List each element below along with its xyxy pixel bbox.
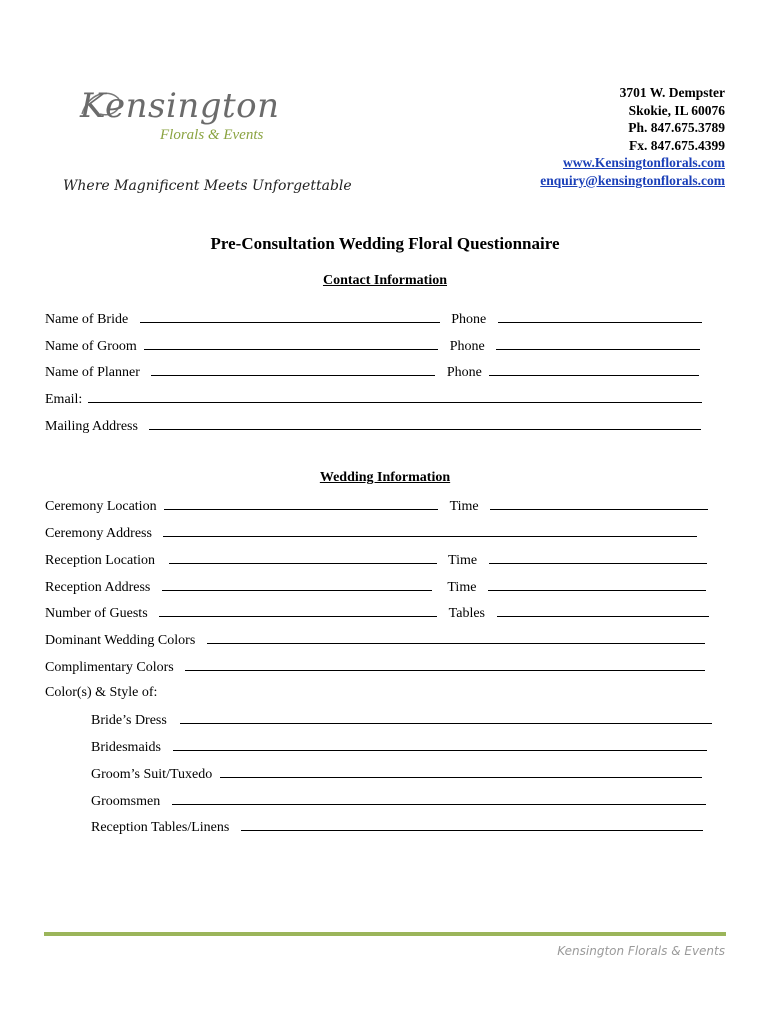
reception-address-time-field[interactable] [488,578,706,591]
contact-heading: Contact Information [322,273,448,288]
dominant-colors-row [45,631,705,649]
guests-field[interactable] [159,604,437,617]
reception-address-row [45,578,706,596]
complimentary-colors-row [45,658,705,676]
page-title: Pre-Consultation Wedding Floral Questionnaire [210,234,560,253]
footer-divider [44,932,726,936]
complimentary-colors-label: Complimentary Colors [45,660,174,675]
dominant-colors-label: Dominant Wedding Colors [45,633,196,648]
groomsmen-label: Groomsmen [91,794,161,809]
footer-text: Kensington Florals & Events [557,944,725,958]
reception-address-time-label: Time [447,580,477,595]
grooms-suit-row [91,765,702,783]
ceremony-address-label: Ceremony Address [45,526,152,541]
groom-label: Name of Groom [45,339,137,354]
bride-name-field[interactable] [140,310,440,323]
mailing-label: Mailing Address [45,419,138,434]
reception-tables-label: Reception Tables/Linens [91,820,230,835]
bridesmaids-row [91,738,707,756]
reception-address-label: Reception Address [45,580,151,595]
ceremony-location-row [45,497,708,515]
brides-dress-label: Bride’s Dress [91,713,167,728]
groomsmen-row [91,792,706,810]
reception-tables-row [91,818,703,836]
email-label: Email: [45,392,83,407]
reception-location-field[interactable] [169,551,437,564]
groomsmen-field[interactable] [172,792,706,805]
ceremony-time-field[interactable] [490,497,708,510]
mailing-row [45,417,701,435]
grooms-suit-label: Groom’s Suit/Tuxedo [91,767,213,782]
ceremony-address-row [45,524,697,542]
email-row [45,390,702,408]
reception-tables-field[interactable] [241,818,703,831]
ceremony-time-label: Time [449,499,479,514]
guests-label: Number of Guests [45,606,148,621]
logo-subtitle: Florals & Events [160,127,264,143]
planner-name-field[interactable] [151,363,435,376]
groom-phone-field[interactable] [496,337,700,350]
reception-time-label: Time [448,553,478,568]
reception-address-field[interactable] [162,578,432,591]
fax-number: Fx. 847.675.4399 [629,137,725,153]
phone-number: Ph. 847.675.3789 [628,120,725,135]
brides-dress-row [91,711,712,729]
address-block [540,84,725,189]
tables-label: Tables [448,606,485,621]
street: 3701 W. Dempster [619,85,725,100]
reception-location-label: Reception Location [45,553,156,568]
reception-location-row [45,551,707,569]
bride-row [45,310,702,328]
groom-name-field[interactable] [144,337,438,350]
tagline: Where Magnificent Meets Unforgettable [63,178,352,194]
ceremony-location-label: Ceremony Location [45,499,157,514]
bride-label: Name of Bride [45,312,129,327]
color-style-row [45,685,157,701]
dominant-colors-field[interactable] [207,631,705,644]
bridesmaids-label: Bridesmaids [91,740,161,755]
bridesmaids-field[interactable] [173,738,707,751]
planner-phone-field[interactable] [489,363,699,376]
grooms-suit-field[interactable] [220,765,702,778]
color-style-label: Color(s) & Style of: [45,685,158,700]
planner-label: Name of Planner [45,365,140,380]
tables-field[interactable] [497,604,709,617]
email-field[interactable] [88,390,702,403]
groom-row [45,337,700,355]
guests-row [45,604,709,622]
bride-phone-field[interactable] [498,310,702,323]
wedding-heading: Wedding Information [319,470,451,485]
complimentary-colors-field[interactable] [185,658,705,671]
planner-phone-label: Phone [446,365,482,380]
planner-row [45,363,699,381]
ceremony-address-field[interactable] [163,524,697,537]
groom-phone-label: Phone [449,339,485,354]
bride-phone-label: Phone [451,312,487,327]
city: Skokie, IL 60076 [628,102,725,118]
ceremony-location-field[interactable] [164,497,438,510]
email-link[interactable]: enquiry@kensingtonflorals.com [540,172,725,188]
logo-brand: Kensington [80,86,280,126]
reception-time-field[interactable] [489,551,707,564]
website-link[interactable]: www.Kensingtonflorals.com [563,155,725,170]
mailing-field[interactable] [149,417,701,430]
brides-dress-field[interactable] [180,711,712,724]
